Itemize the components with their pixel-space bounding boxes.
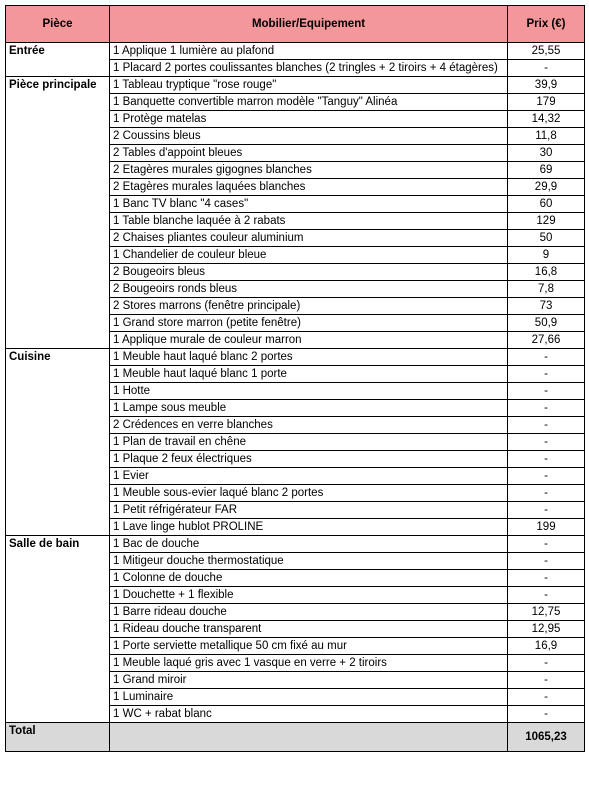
item-description: 2 Bougeoirs bleus <box>110 264 508 281</box>
item-description: 1 WC + rabat blanc <box>110 706 508 723</box>
item-price: - <box>508 417 585 434</box>
table-body <box>6 43 585 723</box>
item-description: 1 Meuble haut laqué blanc 1 porte <box>110 366 508 383</box>
item-price: - <box>508 706 585 723</box>
item-price: 39,9 <box>508 77 585 94</box>
table-row <box>6 77 585 94</box>
item-description: 2 Chaises pliantes couleur aluminium <box>110 230 508 247</box>
item-description: 1 Banquette convertible marron modèle "Tanguy" Alinéa <box>110 94 508 111</box>
item-description: 1 Protège matelas <box>110 111 508 128</box>
item-price: 179 <box>508 94 585 111</box>
room-name: Pièce principale <box>6 77 110 349</box>
item-price: 11,8 <box>508 128 585 145</box>
item-price: - <box>508 434 585 451</box>
item-price: 129 <box>508 213 585 230</box>
item-price: - <box>508 689 585 706</box>
item-description: 1 Plan de travail en chêne <box>110 434 508 451</box>
item-price: - <box>508 366 585 383</box>
item-description: 2 Tables d'appoint bleues <box>110 145 508 162</box>
item-description: 1 Colonne de douche <box>110 570 508 587</box>
item-description: 1 Chandelier de couleur bleue <box>110 247 508 264</box>
item-price: 16,9 <box>508 638 585 655</box>
item-description: 1 Grand miroir <box>110 672 508 689</box>
item-price: - <box>508 553 585 570</box>
item-description: 1 Meuble laqué gris avec 1 vasque en verre + 2 tiroirs <box>110 655 508 672</box>
header-item: Mobilier/Equipement <box>110 6 508 43</box>
item-price: 14,32 <box>508 111 585 128</box>
item-description: 1 Tableau tryptique "rose rouge" <box>110 77 508 94</box>
item-price: - <box>508 655 585 672</box>
item-price: 199 <box>508 519 585 536</box>
item-price: 12,95 <box>508 621 585 638</box>
item-description: 1 Barre rideau douche <box>110 604 508 621</box>
item-description: 1 Applique murale de couleur marron <box>110 332 508 349</box>
item-description: 1 Grand store marron (petite fenêtre) <box>110 315 508 332</box>
inventory-table <box>5 5 585 752</box>
table-row <box>6 43 585 60</box>
item-price: 69 <box>508 162 585 179</box>
item-description: 1 Rideau douche transparent <box>110 621 508 638</box>
item-price: - <box>508 468 585 485</box>
header-price: Prix (€) <box>508 6 585 43</box>
item-description: 2 Crédences en verre blanches <box>110 417 508 434</box>
table-row <box>6 536 585 553</box>
header-row <box>6 6 585 43</box>
item-description: 1 Banc TV blanc "4 cases" <box>110 196 508 213</box>
item-description: 1 Douchette + 1 flexible <box>110 587 508 604</box>
table-row <box>6 349 585 366</box>
item-price: 9 <box>508 247 585 264</box>
item-price: 29,9 <box>508 179 585 196</box>
item-description: 1 Porte serviette metallique 50 cm fixé au mur <box>110 638 508 655</box>
item-price: - <box>508 383 585 400</box>
item-price: 60 <box>508 196 585 213</box>
item-price: 30 <box>508 145 585 162</box>
item-description: 2 Etagères murales laquées blanches <box>110 179 508 196</box>
item-description: 1 Evier <box>110 468 508 485</box>
item-price: 27,66 <box>508 332 585 349</box>
item-description: 1 Table blanche laquée à 2 rabats <box>110 213 508 230</box>
item-price: - <box>508 536 585 553</box>
item-description: 1 Meuble sous-evier laqué blanc 2 portes <box>110 485 508 502</box>
header-room: Pièce <box>6 6 110 43</box>
item-price: - <box>508 451 585 468</box>
item-price: - <box>508 400 585 417</box>
item-description: 1 Luminaire <box>110 689 508 706</box>
item-description: 1 Meuble haut laqué blanc 2 portes <box>110 349 508 366</box>
item-description: 2 Coussins bleus <box>110 128 508 145</box>
item-price: 73 <box>508 298 585 315</box>
item-price: - <box>508 570 585 587</box>
item-description: 2 Stores marrons (fenêtre principale) <box>110 298 508 315</box>
item-price: - <box>508 349 585 366</box>
item-price: 16,8 <box>508 264 585 281</box>
item-price: 50 <box>508 230 585 247</box>
item-price: - <box>508 672 585 689</box>
item-price: 12,75 <box>508 604 585 621</box>
room-name: Salle de bain <box>6 536 110 723</box>
total-label: Total <box>6 723 110 752</box>
item-description: 1 Bac de douche <box>110 536 508 553</box>
item-price: 25,55 <box>508 43 585 60</box>
item-description: 1 Applique 1 lumière au plafond <box>110 43 508 60</box>
item-price: - <box>508 587 585 604</box>
item-description: 1 Mitigeur douche thermostatique <box>110 553 508 570</box>
item-description: 1 Placard 2 portes coulissantes blanches (2 tringles + 2 tiroirs + 4 étagères) <box>110 60 508 77</box>
item-price: 50,9 <box>508 315 585 332</box>
item-description: 2 Bougeoirs ronds bleus <box>110 281 508 298</box>
item-price: - <box>508 60 585 77</box>
item-description: 1 Lampe sous meuble <box>110 400 508 417</box>
total-row <box>6 723 585 752</box>
room-name: Entrée <box>6 43 110 77</box>
item-price: 7,8 <box>508 281 585 298</box>
item-price: - <box>508 485 585 502</box>
item-price: - <box>508 502 585 519</box>
total-empty-cell <box>110 723 508 752</box>
item-description: 1 Hotte <box>110 383 508 400</box>
room-name: Cuisine <box>6 349 110 536</box>
item-description: 1 Lave linge hublot PROLINE <box>110 519 508 536</box>
item-description: 1 Petit réfrigérateur FAR <box>110 502 508 519</box>
total-value: 1065,23 <box>508 723 585 752</box>
item-description: 2 Etagères murales gigognes blanches <box>110 162 508 179</box>
item-description: 1 Plaque 2 feux électriques <box>110 451 508 468</box>
